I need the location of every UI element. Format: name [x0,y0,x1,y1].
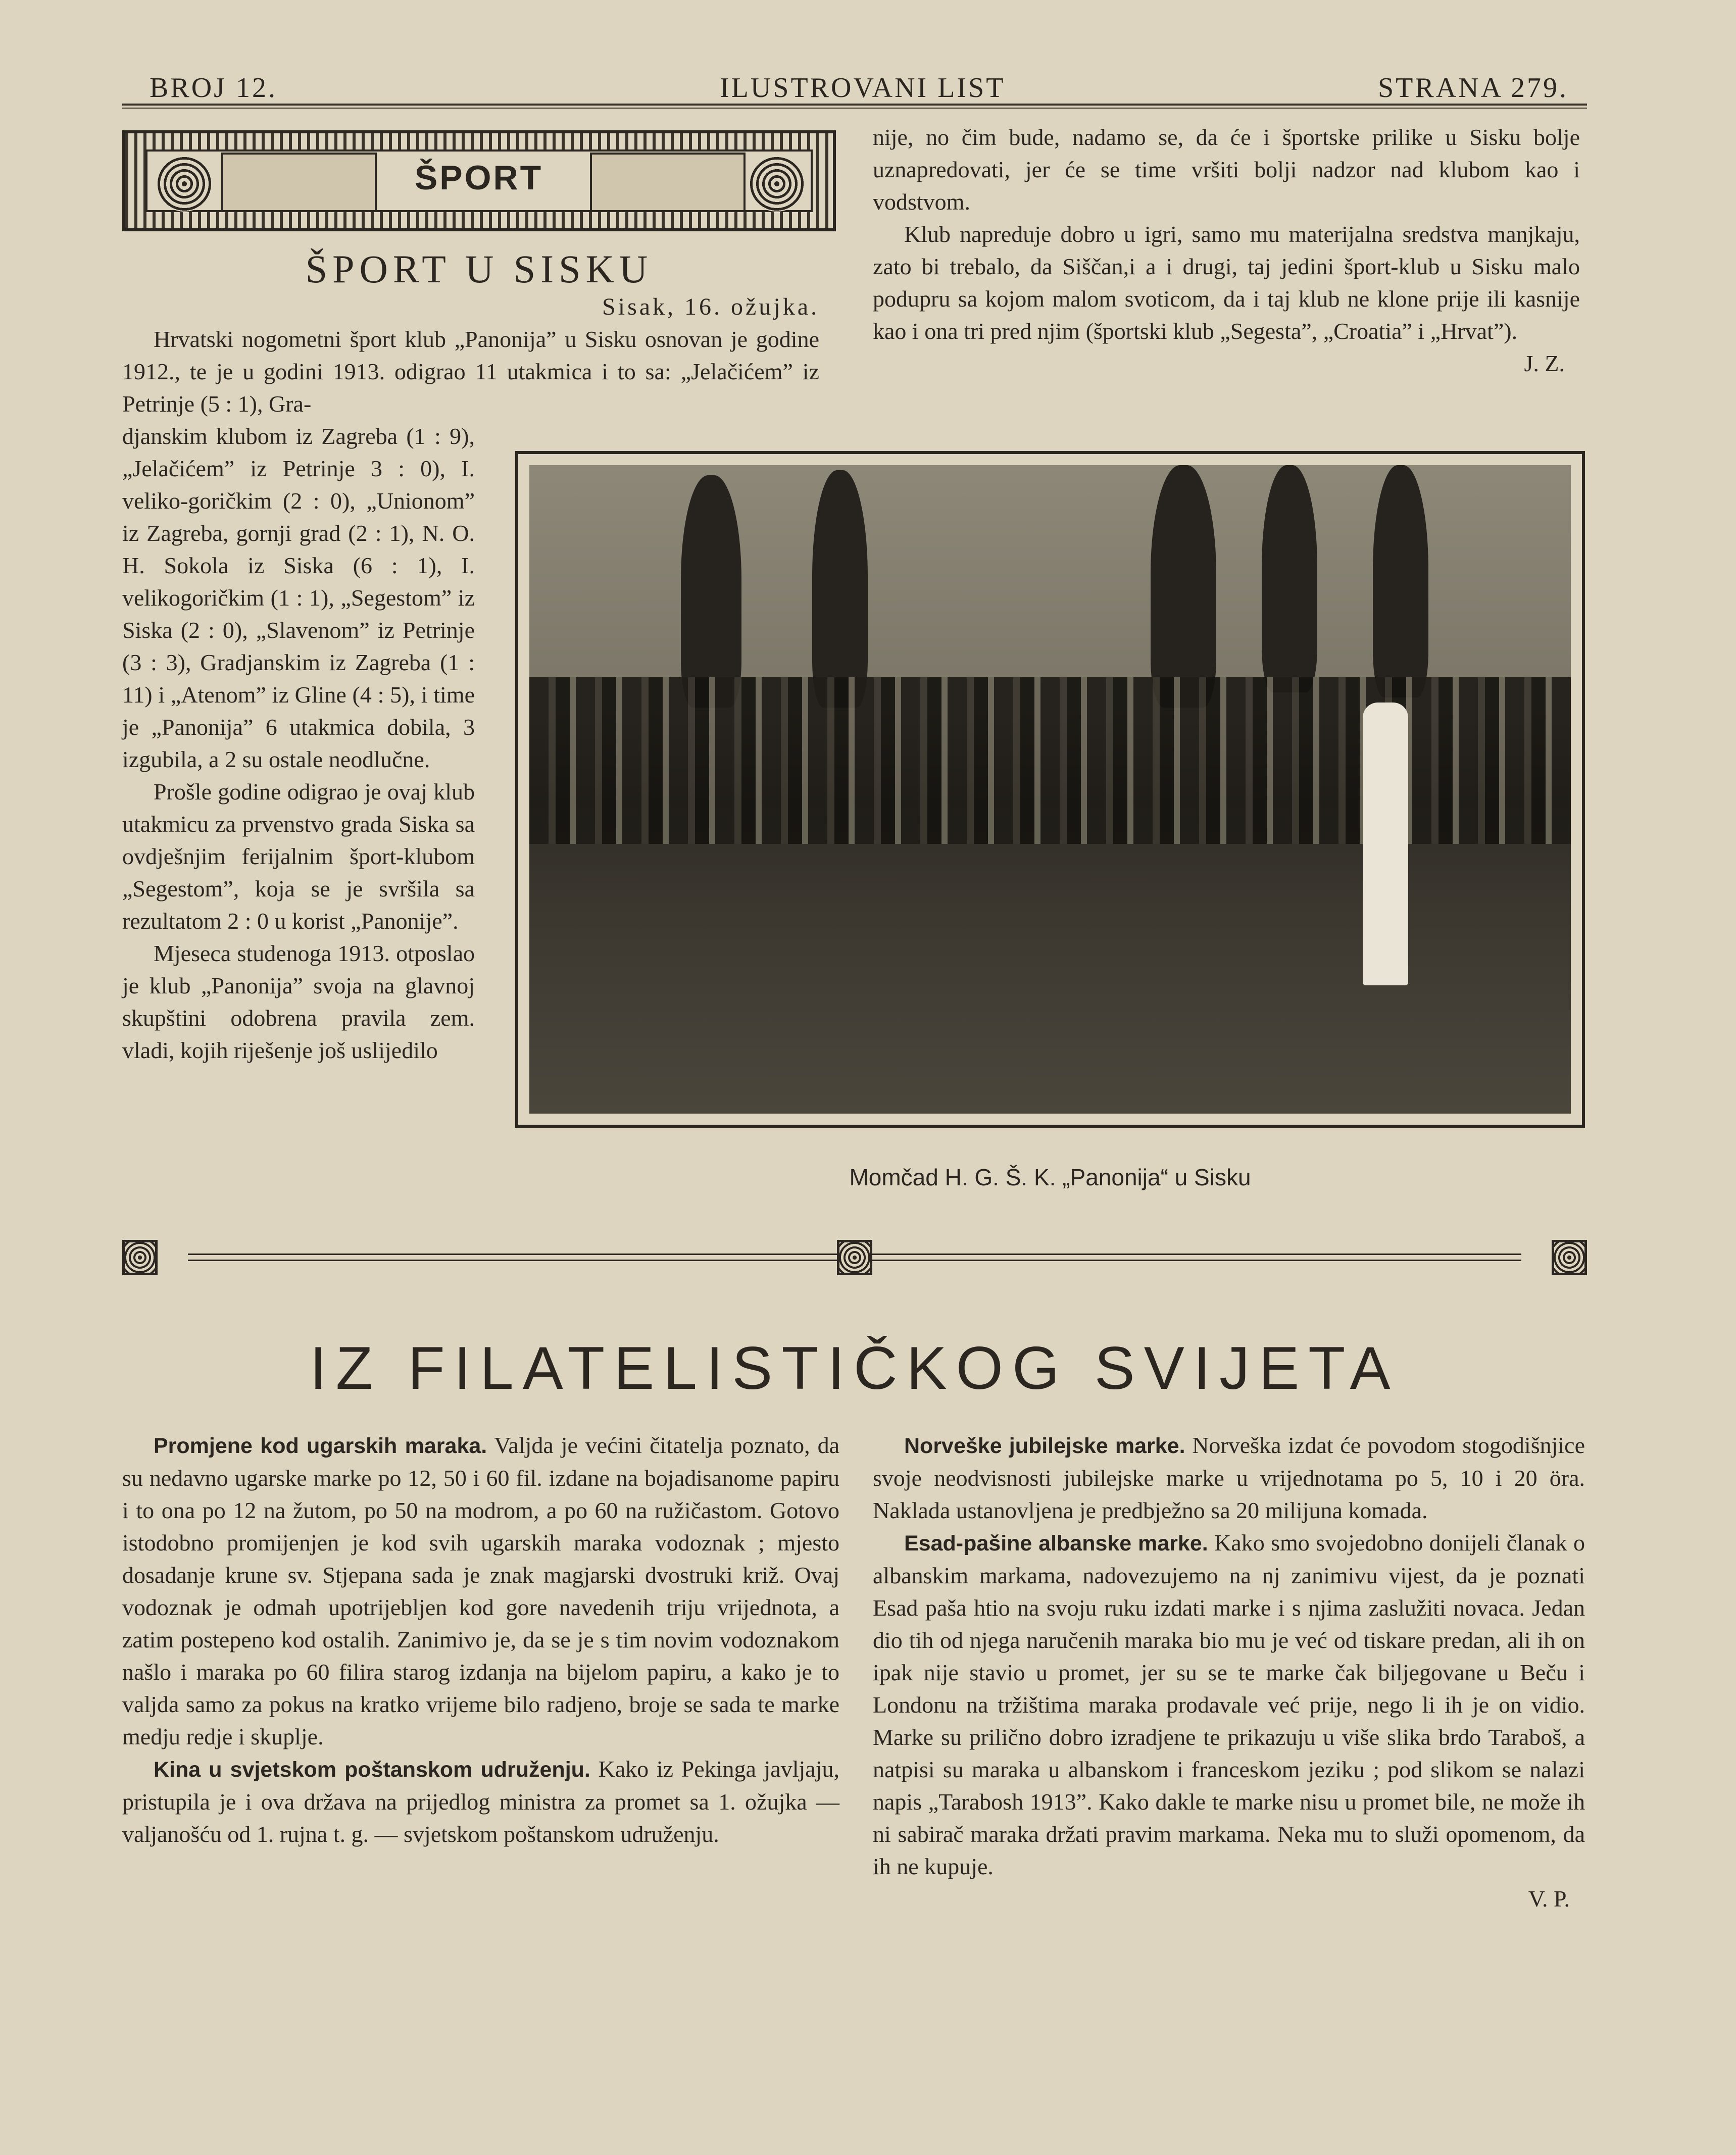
ornament-icon [837,1240,872,1275]
poplar-tree [1151,465,1216,708]
poplar-tree [681,475,741,708]
news-item-text: Kako smo svojedobno donijeli članak o albanskim markama, nadovezujemo na nj zanimivu vijest, da je poznati Esad paša htio na svoju ruku izdati marke i s njima zaslužiti novaca. Jedan dio tih od njega naručenih maraka bio mu je već od tiskare predan, ali ih on ipak nije stavio u promet, jer su se te marke čak biljegovane u Beču i Londonu na tržištima maraka prodavale već prije, nego li ih je on vidio. Marke su prilično dobro izradjene te prikazuju u više slika brdo Taraboš, a natpisi su maraka u albanskom i franceskom jeziku ; pod slikom se nalazi napis „Tarabosh 1913”. Kako dakle te marke nisu u promet bile, ne može ih ni sabirač maraka držati pravim markama. Neka mu to služi opomenom, da ih ne kupuje. [873,1530,1585,1879]
paragraph: nije, no čim bude, nadamo se, da će i športske prilike u Sisku bolje uznapredovati, jer će se time vršiti bolji nadzor nad klubom kao i vodstvom. [873,124,1580,215]
article-title: ŠPORT U SISKU [305,247,653,291]
news-item-heading: Promjene kod ugarskih maraka. [154,1434,487,1458]
photo-caption: Momčad H. G. Š. K. „Panonija“ u Sisku [849,1164,1251,1190]
news-item [122,1429,839,1753]
news-item-heading: Kina u svjetskom poštanskom udruženju. [154,1758,590,1782]
spiral-ornament-icon [157,156,212,212]
paragraph: Klub napreduje dobro u igri, samo mu materijalna sredstva manjkaju, zato bi trebalo, da Siščan,i a i drugi, taj jedini šport-klub u Sisku malo podupru sa kojom malom svoticom, da i taj klub ne klone prije ili kasnije kao i ona tri pred njim (športski klub „Segesta”, „Croatia” i „Hrvat”). [873,221,1580,344]
issue-number: BROJ 12. [150,72,277,104]
banner-label: ŠPORT [414,159,543,197]
news-item [122,1753,839,1850]
news-item-text: Kako iz Pekinga javljaju, pristupila je i ova država na prijedlog ministra za promet sa 1. ožujka — valjanošću od 1. rujna t. g. — svjetskom poštanskom udruženju. [122,1756,839,1847]
ornament-icon [122,1240,158,1275]
poplar-tree [1373,465,1428,697]
paragraph: djanskim klubom iz Zagreba (1 : 9), „Jelačićem” iz Petrinje 3 : 0), I. veliko-goričkim (2 : 0), „Unionom” iz Zagreba, gornji grad (2 : 1), N. O. H. Sokola iz Siska (6 : 1), I. velikogoričkim (1 : 1), „Segestom” iz Siska (2 : 0), „Slavenom” iz Petrinje (3 : 3), Gradjanskim iz Zagreba (1 : 11) i „Atenom” iz Gline (4 : 5), i time je „Panonija” 6 utakmica dobila, 3 izgubila, a 2 su ostale neodlučne. [122,423,475,772]
team-group [529,677,1571,844]
signature: V. P. [1528,1886,1570,1912]
football-vignette-icon [221,153,377,212]
sport-column-narrow [122,420,475,1067]
news-item [873,1527,1585,1883]
sport-banner [122,130,836,231]
page-number: STRANA 279. [1378,72,1568,104]
team-photo [529,465,1571,1114]
news-item-text: Norveška izdat će povodom stogodišnjice svoje neodvisnosti jubilejske marke u vrijednotama po 5, 10 i 20 öra. Naklada ustanovljena je predbježno sa 20 milijuna komada. [873,1432,1585,1523]
signature: J. Z. [1524,350,1565,376]
news-item-text: Valjda je većini čitatelja poznato, da su nedavno ugarske marke po 12, 50 i 60 fil. izdane na bojadisanome papiru i to ona po 12 na žutom, po 50 na modrom, a po 60 na ružičastom. Gotovo istodobno promijenjen je kod svih ugarskih maraka vodoznak ; mjesto dosadanje krune sv. Stjepana sada je znak magjarski dvostruki križ. Ovaj vodoznak je odmah upotrijebljen kod gore navedenih triju vrijednota, a zatim postepeno kod ostalih. Zanimivo je, da se je s tim novim vodoznakom našlo i maraka po 60 filira starog izdanja na bijelom papiru, a kako je to valjda samo za pokus na kratko vrijeme bilo radjeno, broje se sada te marke medju redje i skuplje. [122,1432,839,1749]
paragraph: Prošle godine odigrao je ovaj klub utakmicu za prvenstvo grada Siska sa ovdješnjim ferijalnim šport-klubom „Segestom”, koja se je svršila sa rezultatom 2 : 0 u korist „Panonije”. [122,779,475,934]
referee-figure [1363,703,1408,985]
header-rule [122,104,1587,106]
section-divider [122,1235,1587,1280]
sport-paragraph-full [122,323,819,420]
news-item-heading: Esad-pašine albanske marke. [904,1531,1208,1556]
philately-column-right [873,1429,1585,1915]
paragraph: Hrvatski nogometni šport klub „Panonija” u Sisku osnovan je godine 1912., te je u godini 1913. odigrao 11 utakmica i to sa: „Jelačićem” iz Petrinje (5 : 1), Gra- [122,326,819,417]
header-rule-thin [122,108,1587,109]
sport-column-right [873,121,1580,380]
paragraph: Mjeseca studenoga 1913. otposlao je klub „Panonija” svoja na glavnoj skupštini odobrena pravila zem. vladi, kojih riješenje još uslijedilo [122,940,475,1063]
football-vignette-icon [590,153,746,212]
news-item-heading: Norveške jubilejske marke. [904,1434,1185,1458]
news-item [873,1429,1585,1527]
spiral-ornament-icon [749,156,805,212]
philately-column-left [122,1429,839,1850]
team-photo-frame [515,451,1585,1128]
section-title: IZ FILATELISTIČKOG SVIJETA [310,1334,1400,1402]
poplar-tree [812,470,868,708]
poplar-tree [1262,465,1317,692]
publication-title: ILUSTROVANI LIST [720,72,1006,104]
ornament-icon [1552,1240,1587,1275]
dateline: Sisak, 16. ožujka. [602,293,819,320]
